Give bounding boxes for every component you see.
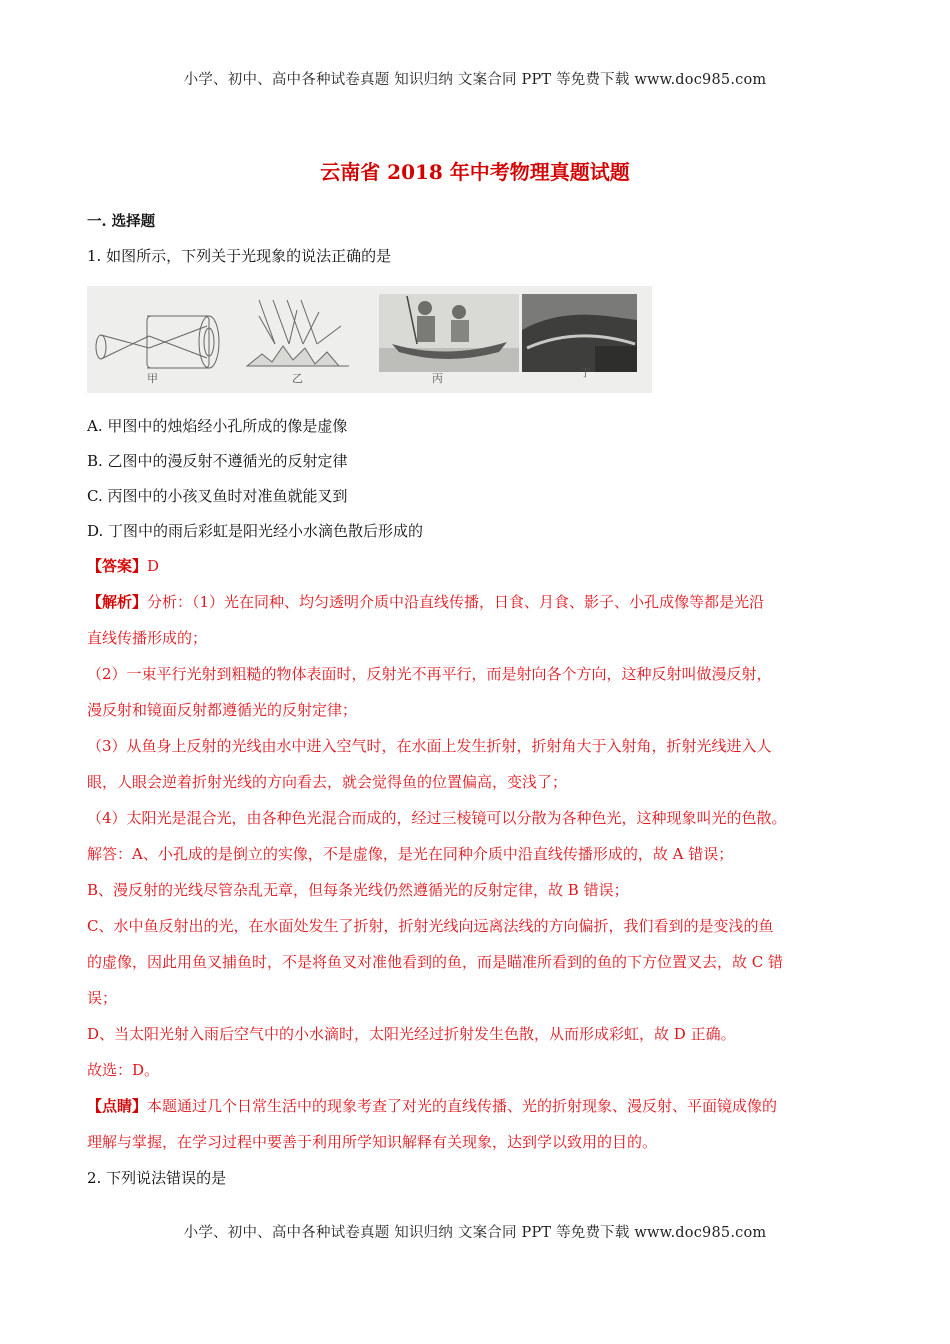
comment-text: 本题通过几个日常生活中的现象考查了对光的直线传播、光的折射现象、漫反射、平面镜成像的 — [147, 1097, 778, 1115]
analysis-text: 分析：（1）光在同种、均匀透明介质中沿直线传播，日食、月食、影子、小孔成像等都是光沿 — [147, 593, 765, 611]
question-1-figure — [87, 286, 652, 393]
page-header: 小学、初中、高中各种试卷真题 知识归纳 文案合同 PPT 等免费下载 www.doc985.com — [183, 72, 767, 88]
analysis-line — [87, 592, 867, 612]
analysis-line: 漫反射和镜面反射都遵循光的反射定律； — [87, 701, 358, 719]
analysis-line: （4）太阳光是混合光，由各种色光混合而成的，经过三棱镜可以分散为各种色光，这种现象叫光的色散。 — [87, 809, 787, 827]
comment-line — [87, 1096, 867, 1116]
solution-line: 的虚像，因此用鱼叉捕鱼时，不是将鱼叉对准他看到的鱼，而是瞄准所看到的鱼的下方位置叉去，故 C 错 — [87, 953, 784, 971]
fishing-boy-illustration — [379, 294, 519, 372]
figure-caption-jia: 甲 — [147, 372, 158, 385]
answer-tag: 【答案】 — [87, 557, 148, 575]
page-footer: 小学、初中、高中各种试卷真题 知识归纳 文案合同 PPT 等免费下载 www.doc985.com — [183, 1225, 767, 1241]
solution-line: 解答：A、小孔成的是倒立的实像，不是虚像，是光在同种介质中沿直线传播形成的，故 A 错误； — [87, 845, 734, 863]
rainbow-photo-illustration — [522, 294, 637, 372]
solution-line: B、漫反射的光线尽管杂乱无章，但每条光线仍然遵循光的反射定律，故 B 错误； — [87, 881, 629, 899]
solution-line: C、水中鱼反射出的光，在水面处发生了折射，折射光线向远离法线的方向偏折，我们看到的是变浅的鱼 — [87, 917, 774, 935]
section-heading: 一. 选择题 — [87, 213, 156, 230]
solution-line: 误； — [87, 989, 118, 1007]
analysis-line: （2）一束平行光射到粗糙的物体表面时，反射光不再平行，而是射向各个方向，这种反射叫做漫反射， — [87, 665, 772, 683]
analysis-line: 眼，人眼会逆着折射光线的方向看去，就会觉得鱼的位置偏高，变浅了； — [87, 773, 568, 791]
figure-caption-ding: 丁 — [580, 366, 591, 379]
question-2-stem: 2. 下列说法错误的是 — [87, 1169, 227, 1187]
pinhole-camera-illustration — [96, 316, 219, 368]
diffuse-reflection-illustration — [247, 300, 349, 366]
final-choice-line: 故选：D。 — [87, 1061, 160, 1079]
answer-line — [87, 556, 867, 576]
analysis-line: 直线传播形成的； — [87, 629, 208, 647]
comment-line: 理解与掌握，在学习过程中要善于利用所学知识解释有关现象，达到学以致用的目的。 — [87, 1133, 658, 1151]
analysis-line: （3）从鱼身上反射的光线由水中进入空气时，在水面上发生折射，折射角大于入射角，折射光线进入人 — [87, 737, 772, 755]
answer-value: D — [147, 557, 160, 575]
comment-tag: 【点睛】 — [87, 1097, 148, 1115]
light-phenomena-illustrations — [87, 286, 652, 393]
question-1-stem: 1. 如图所示，下列关于光现象的说法正确的是 — [87, 247, 392, 265]
analysis-tag: 【解析】 — [87, 593, 148, 611]
option-a: A. 甲图中的烛焰经小孔所成的像是虚像 — [87, 417, 348, 435]
option-d: D. 丁图中的雨后彩虹是阳光经小水滴色散后形成的 — [87, 522, 424, 540]
figure-caption-bing: 丙 — [432, 372, 443, 385]
figure-caption-yi: 乙 — [292, 372, 303, 385]
option-c: C. 丙图中的小孩叉鱼时对准鱼就能叉到 — [87, 487, 348, 505]
page-title: 云南省 2018 年中考物理真题试题 — [320, 160, 630, 184]
solution-line: D、当太阳光射入雨后空气中的小水滴时，太阳光经过折射发生色散，从而形成彩虹，故 D 正确。 — [87, 1025, 736, 1043]
option-b: B. 乙图中的漫反射不遵循光的反射定律 — [87, 452, 348, 470]
